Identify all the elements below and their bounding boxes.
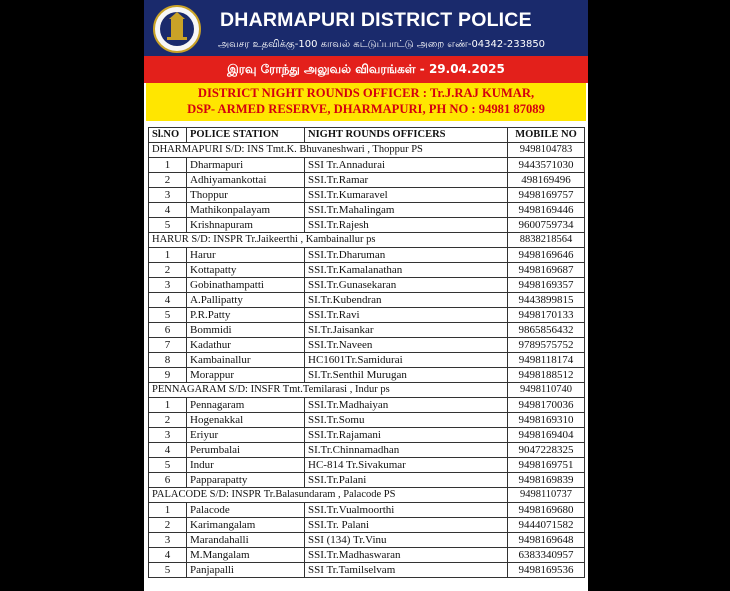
table-row <box>149 278 585 293</box>
row-police-station: Kottapatty <box>187 263 305 278</box>
row-police-station: Kambainallur <box>187 353 305 368</box>
row-mobile: 9498169648 <box>508 533 585 548</box>
row-mobile: 9498118174 <box>508 353 585 368</box>
row-mobile: 9443571030 <box>508 158 585 173</box>
row-mobile: 9498169757 <box>508 188 585 203</box>
row-officer: SSI.Tr.Kamalanathan <box>305 263 508 278</box>
row-sl-no: 2 <box>149 263 187 278</box>
table-row <box>149 398 585 413</box>
table-row <box>149 518 585 533</box>
row-mobile: 9498169751 <box>508 458 585 473</box>
row-police-station: Panjapalli <box>187 563 305 578</box>
row-police-station: M.Mangalam <box>187 548 305 563</box>
subdivision-mobile: 9498110737 <box>508 488 585 503</box>
rounds-table <box>148 127 585 578</box>
date-banner <box>144 56 588 83</box>
subdivision-row <box>149 233 585 248</box>
row-officer: SSI.Tr.Madhaiyan <box>305 398 508 413</box>
row-officer: SSI.Tr.Mahalingam <box>305 203 508 218</box>
row-police-station: A.Pallipatty <box>187 293 305 308</box>
table-row <box>149 248 585 263</box>
row-officer: SSI.Tr.Naveen <box>305 338 508 353</box>
table-row <box>149 548 585 563</box>
table-row <box>149 323 585 338</box>
table-row <box>149 338 585 353</box>
row-mobile: 9498169839 <box>508 473 585 488</box>
row-police-station: Pennagaram <box>187 398 305 413</box>
header-subtitle: அவசர உதவிக்கு-100 காவல் கட்டுப்பாட்டு அறை எண்-04342-233850 <box>218 39 546 50</box>
row-police-station: Perumbalai <box>187 443 305 458</box>
row-mobile: 9789575752 <box>508 338 585 353</box>
row-officer: SSI.Tr.Ravi <box>305 308 508 323</box>
date-banner-text: இரவு ரோந்து அலுவல் விவரங்கள் - 29.04.2025 <box>227 62 505 76</box>
subdivision-row <box>149 143 585 158</box>
table-row <box>149 203 585 218</box>
table-row <box>149 458 585 473</box>
page-title: DHARMAPURI DISTRICT POLICE <box>220 9 532 31</box>
row-officer: SSI.Tr.Rajesh <box>305 218 508 233</box>
col-mobile: MOBILE NO <box>508 128 585 143</box>
col-officers: NIGHT ROUNDS OFFICERS <box>305 128 508 143</box>
row-officer: SSI.Tr.Rajamani <box>305 428 508 443</box>
row-police-station: Papparapatty <box>187 473 305 488</box>
row-sl-no: 1 <box>149 503 187 518</box>
officer-line-2: DSP- ARMED RESERVE, DHARMAPURI, PH NO : 94981 87089 <box>187 102 545 116</box>
table-row <box>149 263 585 278</box>
row-sl-no: 4 <box>149 203 187 218</box>
officer-banner <box>146 83 586 121</box>
row-police-station: Marandahalli <box>187 533 305 548</box>
row-officer: SSI.Tr.Somu <box>305 413 508 428</box>
row-police-station: Bommidi <box>187 323 305 338</box>
row-police-station: Karimangalam <box>187 518 305 533</box>
subdivision-heading: PENNAGARAM S/D: INSFR Tmt.Temilarasi , Indur ps <box>149 383 508 398</box>
row-mobile: 9498169357 <box>508 278 585 293</box>
table-row <box>149 353 585 368</box>
row-mobile: 6383340957 <box>508 548 585 563</box>
row-sl-no: 2 <box>149 518 187 533</box>
row-mobile: 9498169404 <box>508 428 585 443</box>
row-sl-no: 3 <box>149 278 187 293</box>
row-officer: SSI (134) Tr.Vinu <box>305 533 508 548</box>
row-police-station: Harur <box>187 248 305 263</box>
row-sl-no: 3 <box>149 533 187 548</box>
row-sl-no: 1 <box>149 398 187 413</box>
row-officer: SSI.Tr.Gunasekaran <box>305 278 508 293</box>
table-row <box>149 428 585 443</box>
row-mobile: 9498169687 <box>508 263 585 278</box>
row-sl-no: 6 <box>149 473 187 488</box>
row-police-station: Adhiyamankottai <box>187 173 305 188</box>
row-sl-no: 1 <box>149 158 187 173</box>
row-police-station: Kadathur <box>187 338 305 353</box>
row-sl-no: 7 <box>149 338 187 353</box>
row-officer: SSI Tr.Annadurai <box>305 158 508 173</box>
row-sl-no: 6 <box>149 323 187 338</box>
row-police-station: Hogenakkal <box>187 413 305 428</box>
row-mobile: 9498170133 <box>508 308 585 323</box>
row-police-station: Indur <box>187 458 305 473</box>
row-mobile: 9498170036 <box>508 398 585 413</box>
row-police-station: Morappur <box>187 368 305 383</box>
row-sl-no: 2 <box>149 173 187 188</box>
document-page <box>144 0 588 591</box>
row-officer: SSI Tr.Tamilselvam <box>305 563 508 578</box>
row-sl-no: 5 <box>149 563 187 578</box>
row-officer: SSI.Tr.Vualmoorthi <box>305 503 508 518</box>
row-sl-no: 5 <box>149 218 187 233</box>
table-row <box>149 308 585 323</box>
row-police-station: Thoppur <box>187 188 305 203</box>
row-mobile: 498169496 <box>508 173 585 188</box>
row-mobile: 9498169310 <box>508 413 585 428</box>
row-officer: SSI.Tr.Kumaravel <box>305 188 508 203</box>
subdivision-mobile: 8838218564 <box>508 233 585 248</box>
row-officer: SI.Tr.Chinnamadhan <box>305 443 508 458</box>
row-sl-no: 3 <box>149 428 187 443</box>
subdivision-heading: PALACODE S/D: INSPR Tr.Balasundaram , Palacode PS <box>149 488 508 503</box>
row-mobile: 9444071582 <box>508 518 585 533</box>
table-row <box>149 533 585 548</box>
row-mobile: 9498169680 <box>508 503 585 518</box>
row-police-station: Krishnapuram <box>187 218 305 233</box>
row-sl-no: 5 <box>149 308 187 323</box>
header-bar <box>144 0 588 56</box>
row-sl-no: 4 <box>149 548 187 563</box>
table-row <box>149 293 585 308</box>
row-mobile: 9443899815 <box>508 293 585 308</box>
row-officer: SSI.Tr.Palani <box>305 473 508 488</box>
table-header-row <box>149 128 585 143</box>
table-row <box>149 188 585 203</box>
row-officer: SSI.Tr. Palani <box>305 518 508 533</box>
row-sl-no: 4 <box>149 293 187 308</box>
row-officer: SI.Tr.Jaisankar <box>305 323 508 338</box>
row-police-station: Mathikonpalayam <box>187 203 305 218</box>
subdivision-heading: DHARMAPURI S/D: INS Tmt.K. Bhuvaneshwari , Thoppur PS <box>149 143 508 158</box>
table-row <box>149 563 585 578</box>
row-mobile: 9498169646 <box>508 248 585 263</box>
table-row <box>149 158 585 173</box>
row-mobile: 9600759734 <box>508 218 585 233</box>
row-sl-no: 3 <box>149 188 187 203</box>
row-sl-no: 2 <box>149 413 187 428</box>
col-police-station: POLICE STATION <box>187 128 305 143</box>
row-mobile: 9047228325 <box>508 443 585 458</box>
row-officer: HC1601Tr.Samidurai <box>305 353 508 368</box>
table-row <box>149 503 585 518</box>
row-sl-no: 8 <box>149 353 187 368</box>
row-mobile: 9498169536 <box>508 563 585 578</box>
row-sl-no: 9 <box>149 368 187 383</box>
row-officer: SI.Tr.Kubendran <box>305 293 508 308</box>
col-sl-no: Sl.NO <box>149 128 187 143</box>
row-police-station: Eriyur <box>187 428 305 443</box>
row-police-station: Gobinathampatti <box>187 278 305 293</box>
subdivision-row <box>149 383 585 398</box>
table-row <box>149 443 585 458</box>
row-sl-no: 4 <box>149 443 187 458</box>
row-police-station: Palacode <box>187 503 305 518</box>
table-row <box>149 473 585 488</box>
row-officer: SSI.Tr.Madhaswaran <box>305 548 508 563</box>
row-officer: SSI.Tr.Dharuman <box>305 248 508 263</box>
row-police-station: Dharmapuri <box>187 158 305 173</box>
table-row <box>149 368 585 383</box>
row-mobile: 9865856432 <box>508 323 585 338</box>
row-officer: HC-814 Tr.Sivakumar <box>305 458 508 473</box>
subdivision-row <box>149 488 585 503</box>
police-emblem-icon <box>149 4 205 54</box>
row-officer: SI.Tr.Senthil Murugan <box>305 368 508 383</box>
row-mobile: 9498188512 <box>508 368 585 383</box>
row-sl-no: 5 <box>149 458 187 473</box>
officer-line-1: DISTRICT NIGHT ROUNDS OFFICER : Tr.J.RAJ KUMAR, <box>197 86 535 100</box>
subdivision-heading: HARUR S/D: INSPR Tr.Jaikeerthi , Kambainallur ps <box>149 233 508 248</box>
row-mobile: 9498169446 <box>508 203 585 218</box>
table-row <box>149 413 585 428</box>
subdivision-mobile: 9498110740 <box>508 383 585 398</box>
row-police-station: P.R.Patty <box>187 308 305 323</box>
table-row <box>149 173 585 188</box>
row-officer: SSI.Tr.Ramar <box>305 173 508 188</box>
subdivision-mobile: 9498104783 <box>508 143 585 158</box>
table-row <box>149 218 585 233</box>
row-sl-no: 1 <box>149 248 187 263</box>
